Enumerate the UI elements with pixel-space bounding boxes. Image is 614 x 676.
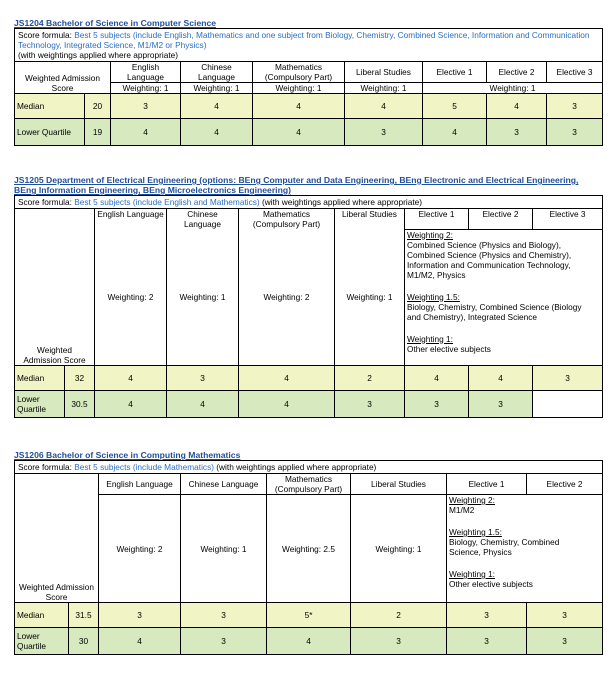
programme-title: JS1204 Bachelor of Science in Computer Science	[14, 18, 217, 28]
cell: 4	[487, 94, 547, 119]
row-label: Lower Quartile	[15, 628, 69, 655]
score: 32	[65, 365, 95, 390]
cell: 3	[181, 603, 267, 628]
cell: 4	[95, 365, 167, 390]
subject-header: English Language	[99, 474, 181, 495]
weighting-1-5-label: Weighting 1.5:	[449, 527, 502, 537]
weighting: Weighting: 2	[95, 229, 167, 365]
cell: 3	[547, 94, 603, 119]
programme-title: JS1205 Department of Electrical Engineering (options: BEng Computer and Data Engineering, BEng Electronic and Electrical Engineering, BEng Information Engineering, BEng Microelectronics Engineering)	[14, 175, 579, 195]
score-table	[14, 195, 603, 418]
weighting: Weighting: 1	[423, 83, 603, 94]
weighting-1-label: Weighting 1:	[407, 333, 453, 344]
cell: 3	[167, 365, 239, 390]
median-row	[15, 603, 603, 628]
weighting: Weighting: 2	[99, 495, 181, 603]
cell: 3	[487, 119, 547, 146]
subject-header: Elective 2	[469, 209, 533, 230]
subject-header: Elective 3	[547, 62, 603, 83]
cell: 4	[345, 94, 423, 119]
cell: 4	[239, 365, 335, 390]
cell: 3	[527, 628, 603, 655]
weighting: Weighting: 1	[253, 83, 345, 94]
weighting-2-subjects: Combined Science (Physics and Biology), Combined Science (Physics and Chemistry), Information and Communication Technology, M1/M2, Physics	[407, 239, 572, 280]
weighting-2-label: Weighting 2:	[449, 495, 495, 505]
cell: 4	[181, 94, 253, 119]
subject-header: Elective 3	[533, 209, 603, 230]
weighting: Weighting: 1	[335, 229, 405, 365]
cell: 3	[447, 628, 527, 655]
subject-header: Mathematics (Compulsory Part)	[239, 209, 335, 230]
cell: 3	[447, 603, 527, 628]
subject-header: Mathematics (Compulsory Part)	[267, 474, 351, 495]
weighting-1-label: Weighting 1:	[449, 569, 495, 579]
cell: 4	[469, 365, 533, 390]
weighting-1-5-label: Weighting 1.5:	[407, 291, 460, 302]
score-formula: Score formula: Best 5 subjects (include Mathematics) (with weightings applied where appropriate)	[15, 461, 603, 474]
weighted-score-header: Weighted Admission Score	[15, 474, 99, 603]
score: 19	[85, 119, 111, 146]
subject-header: Liberal Studies	[345, 62, 423, 83]
score: 20	[85, 94, 111, 119]
programme-js1204	[14, 18, 602, 146]
cell: 5*	[267, 603, 351, 628]
score-table	[14, 28, 603, 146]
weighting: Weighting: 2.5	[267, 495, 351, 603]
row-label: Median	[15, 365, 65, 390]
subject-header: Elective 1	[447, 474, 527, 495]
programme-js1205	[14, 175, 602, 418]
cell: 3	[181, 628, 267, 655]
cell: 4	[181, 119, 253, 146]
weighting: Weighting: 1	[345, 83, 423, 94]
weighting-2-label: Weighting 2:	[407, 229, 453, 240]
cell: 2	[335, 365, 405, 390]
cell: 4	[239, 390, 335, 417]
cell: 4	[405, 365, 469, 390]
weighting: Weighting: 1	[181, 83, 253, 94]
cell: 3	[527, 603, 603, 628]
subject-header: Mathematics (Compulsory Part)	[253, 62, 345, 83]
score-formula: Score formula: Best 5 subjects (include English, Mathematics and one subject from Biology, Chemistry, Combined Science, Information and Communication Technology, Integrated Science, M1/M2 or Physics) (with weightings applied where appropriate)	[15, 29, 603, 62]
weighting-1-subjects: Other elective subjects	[407, 343, 491, 354]
median-row	[15, 94, 603, 119]
cell: 3	[351, 628, 447, 655]
score: 30	[69, 628, 99, 655]
subject-header: English Language	[111, 62, 181, 83]
subject-header: Chinese Language	[181, 474, 267, 495]
cell: 3	[345, 119, 423, 146]
lower-quartile-row	[15, 119, 603, 146]
cell: 3	[533, 365, 603, 390]
cell: 3	[99, 603, 181, 628]
score-table	[14, 460, 603, 655]
weighted-score-header: Weighted Admission Score	[15, 62, 111, 94]
cell: 3	[111, 94, 181, 119]
elective-weightings	[447, 495, 603, 603]
cell: 2	[351, 603, 447, 628]
score: 30.5	[65, 390, 95, 417]
cell	[533, 390, 603, 417]
row-label: Lower Quartile	[15, 390, 65, 417]
subject-header: English Language	[95, 209, 167, 230]
cell: 4	[253, 94, 345, 119]
cell: 4	[99, 628, 181, 655]
subject-header: Chinese Language	[167, 209, 239, 230]
weighting-2-subjects: M1/M2	[449, 505, 475, 515]
median-row	[15, 365, 603, 390]
row-label: Median	[15, 94, 85, 119]
subject-header: Elective 2	[527, 474, 603, 495]
subject-header: Elective 1	[423, 62, 487, 83]
cell: 3	[335, 390, 405, 417]
weighting: Weighting: 1	[351, 495, 447, 603]
lower-quartile-row	[15, 390, 603, 417]
cell: 4	[95, 390, 167, 417]
score: 31.5	[69, 603, 99, 628]
cell: 4	[167, 390, 239, 417]
subject-header: Liberal Studies	[335, 209, 405, 230]
cell: 4	[423, 119, 487, 146]
weighted-score-header: Weighted Admission Score	[15, 209, 95, 366]
subject-header: Elective 2	[487, 62, 547, 83]
cell: 5	[423, 94, 487, 119]
row-label: Lower Quartile	[15, 119, 85, 146]
elective-weightings	[405, 229, 603, 365]
cell: 4	[267, 628, 351, 655]
subject-header: Elective 1	[405, 209, 469, 230]
cell: 3	[469, 390, 533, 417]
cell: 4	[111, 119, 181, 146]
weighting-1-5-subjects: Biology, Chemistry, Combined Science (Biology and Chemistry), Integrated Science	[407, 301, 582, 322]
row-label: Median	[15, 603, 69, 628]
weighting: Weighting: 2	[239, 229, 335, 365]
cell: 3	[405, 390, 469, 417]
weighting-1-5-subjects: Biology, Chemistry, Combined Science, Physics	[449, 537, 560, 557]
weighting: Weighting: 1	[181, 495, 267, 603]
programme-js1206	[14, 450, 602, 655]
subject-header: Chinese Language	[181, 62, 253, 83]
weighting: Weighting: 1	[111, 83, 181, 94]
cell: 4	[253, 119, 345, 146]
weighting-1-subjects: Other elective subjects	[449, 579, 533, 589]
programme-title: JS1206 Bachelor of Science in Computing Mathematics	[14, 450, 241, 460]
subject-header: Liberal Studies	[351, 474, 447, 495]
cell: 3	[547, 119, 603, 146]
weighting: Weighting: 1	[167, 229, 239, 365]
score-formula: Score formula: Best 5 subjects (include English and Mathematics) (with weightings applied where appropriate)	[15, 196, 603, 209]
lower-quartile-row	[15, 628, 603, 655]
